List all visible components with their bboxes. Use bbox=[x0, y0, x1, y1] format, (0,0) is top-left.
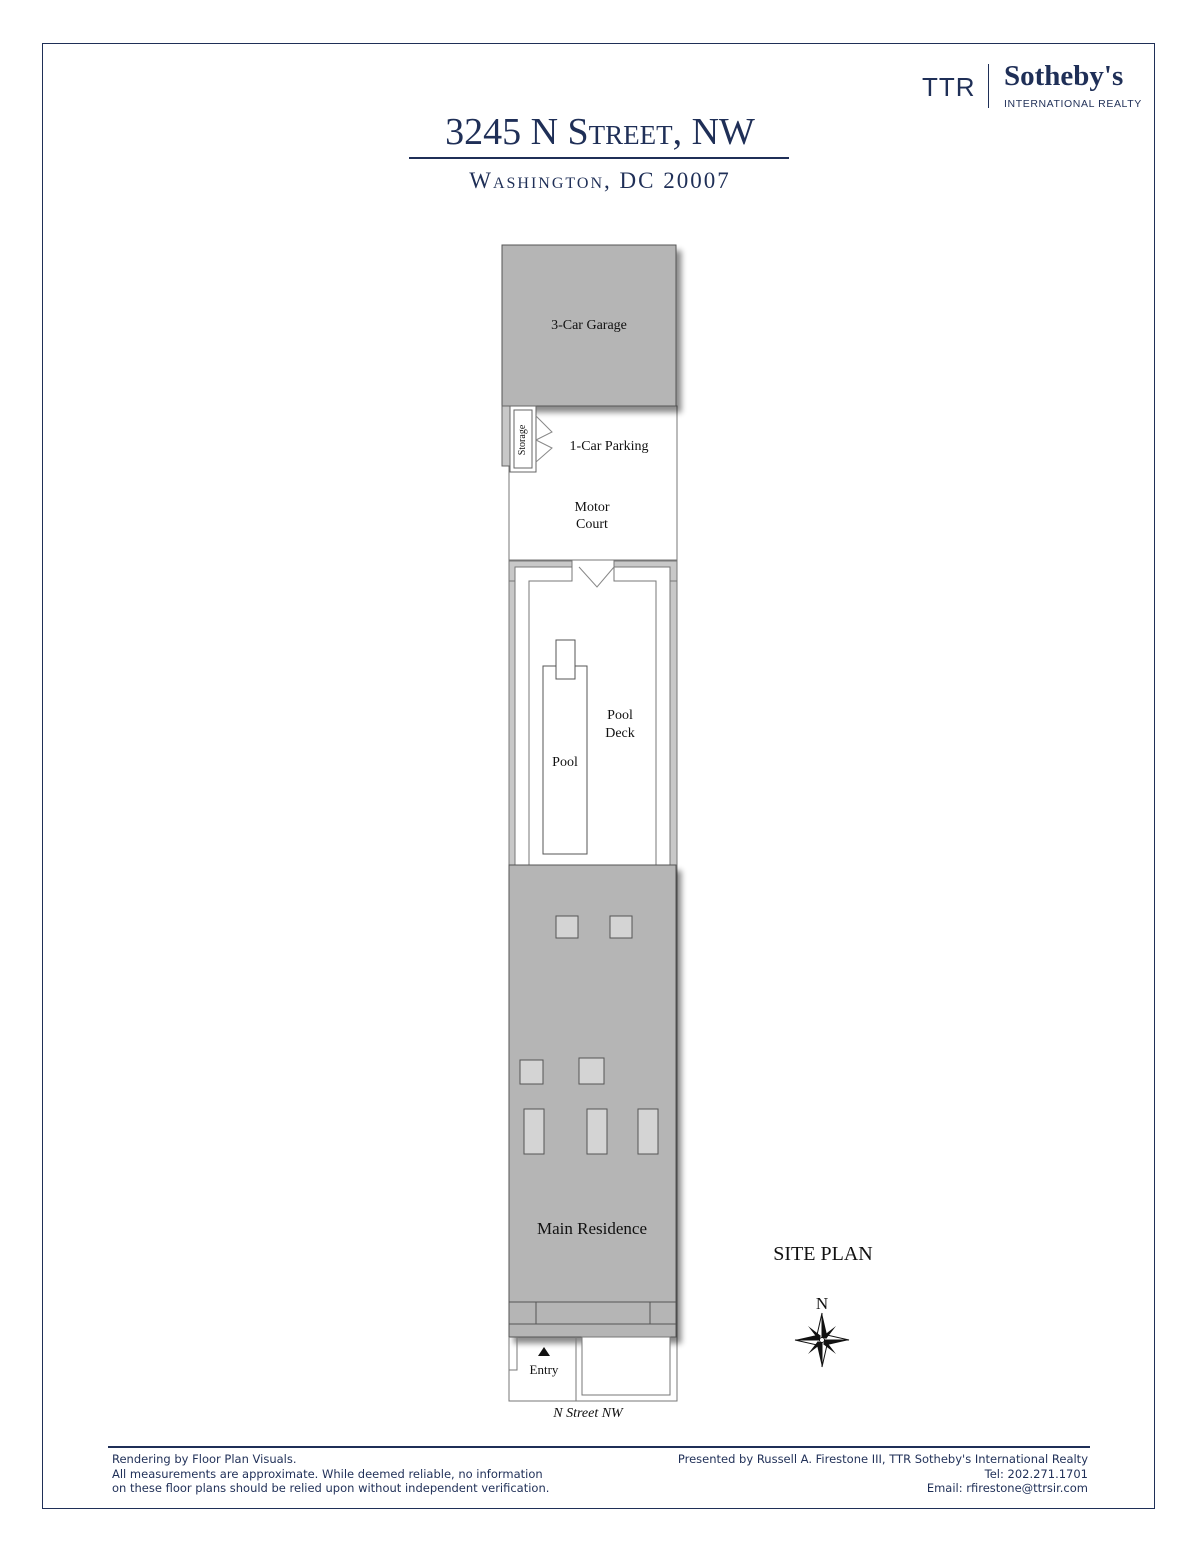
footer-phone: Tel: 202.271.1701 bbox=[984, 1466, 1088, 1481]
pool-deck-label-line1: Pool bbox=[607, 708, 633, 723]
pool-deck-label-line2: Deck bbox=[605, 726, 635, 741]
street-label: N Street NW bbox=[553, 1406, 623, 1421]
skylight bbox=[610, 916, 632, 938]
motor-court-label-line2: Court bbox=[576, 517, 608, 532]
pool-label: Pool bbox=[552, 755, 578, 770]
entry-label: Entry bbox=[529, 1362, 559, 1377]
skylight bbox=[587, 1109, 607, 1154]
footer-rule bbox=[108, 1446, 1090, 1448]
main-residence-building bbox=[509, 865, 676, 1337]
skylight bbox=[524, 1109, 544, 1154]
compass-rose-icon bbox=[795, 1313, 849, 1367]
skylight bbox=[520, 1060, 543, 1084]
brand-sothebys: Sotheby's bbox=[1004, 60, 1124, 92]
storage-label: Storage bbox=[517, 424, 528, 456]
motor-court-label-line1: Motor bbox=[574, 500, 610, 515]
footer-disclaimer bbox=[112, 1452, 549, 1496]
parking-label: 1-Car Parking bbox=[569, 439, 649, 454]
property-city: Washington, DC 20007 bbox=[469, 168, 731, 193]
footer-disclaimer-line2: on these floor plans should be relied upon without independent verification. bbox=[112, 1481, 550, 1495]
property-address: 3245 N Street, NW bbox=[445, 111, 755, 153]
footer-presenter: Presented by Russell A. Firestone III, TTR Sotheby's International Realty bbox=[677, 1452, 1088, 1466]
front-porch bbox=[509, 1302, 676, 1324]
main-residence-label: Main Residence bbox=[537, 1219, 647, 1238]
front-garden bbox=[582, 1337, 670, 1395]
brand-ttr: TTR bbox=[922, 72, 976, 102]
skylight bbox=[556, 916, 578, 938]
brand-international-realty: INTERNATIONAL REALTY bbox=[1004, 98, 1142, 110]
skylight bbox=[579, 1058, 604, 1084]
footer-disclaimer-line1: All measurements are approximate. While deemed reliable, no information bbox=[112, 1466, 543, 1481]
garage-label: 3-Car Garage bbox=[551, 318, 627, 333]
site-plan-label: SITE PLAN bbox=[773, 1243, 873, 1265]
footer-email[interactable]: Email: rfirestone@ttrsir.com bbox=[926, 1481, 1088, 1495]
spa bbox=[556, 640, 575, 679]
north-label: N bbox=[815, 1294, 829, 1313]
skylight bbox=[638, 1109, 658, 1154]
footer-credit: Rendering by Floor Plan Visuals. bbox=[112, 1452, 297, 1466]
footer-contact bbox=[678, 1452, 1088, 1496]
